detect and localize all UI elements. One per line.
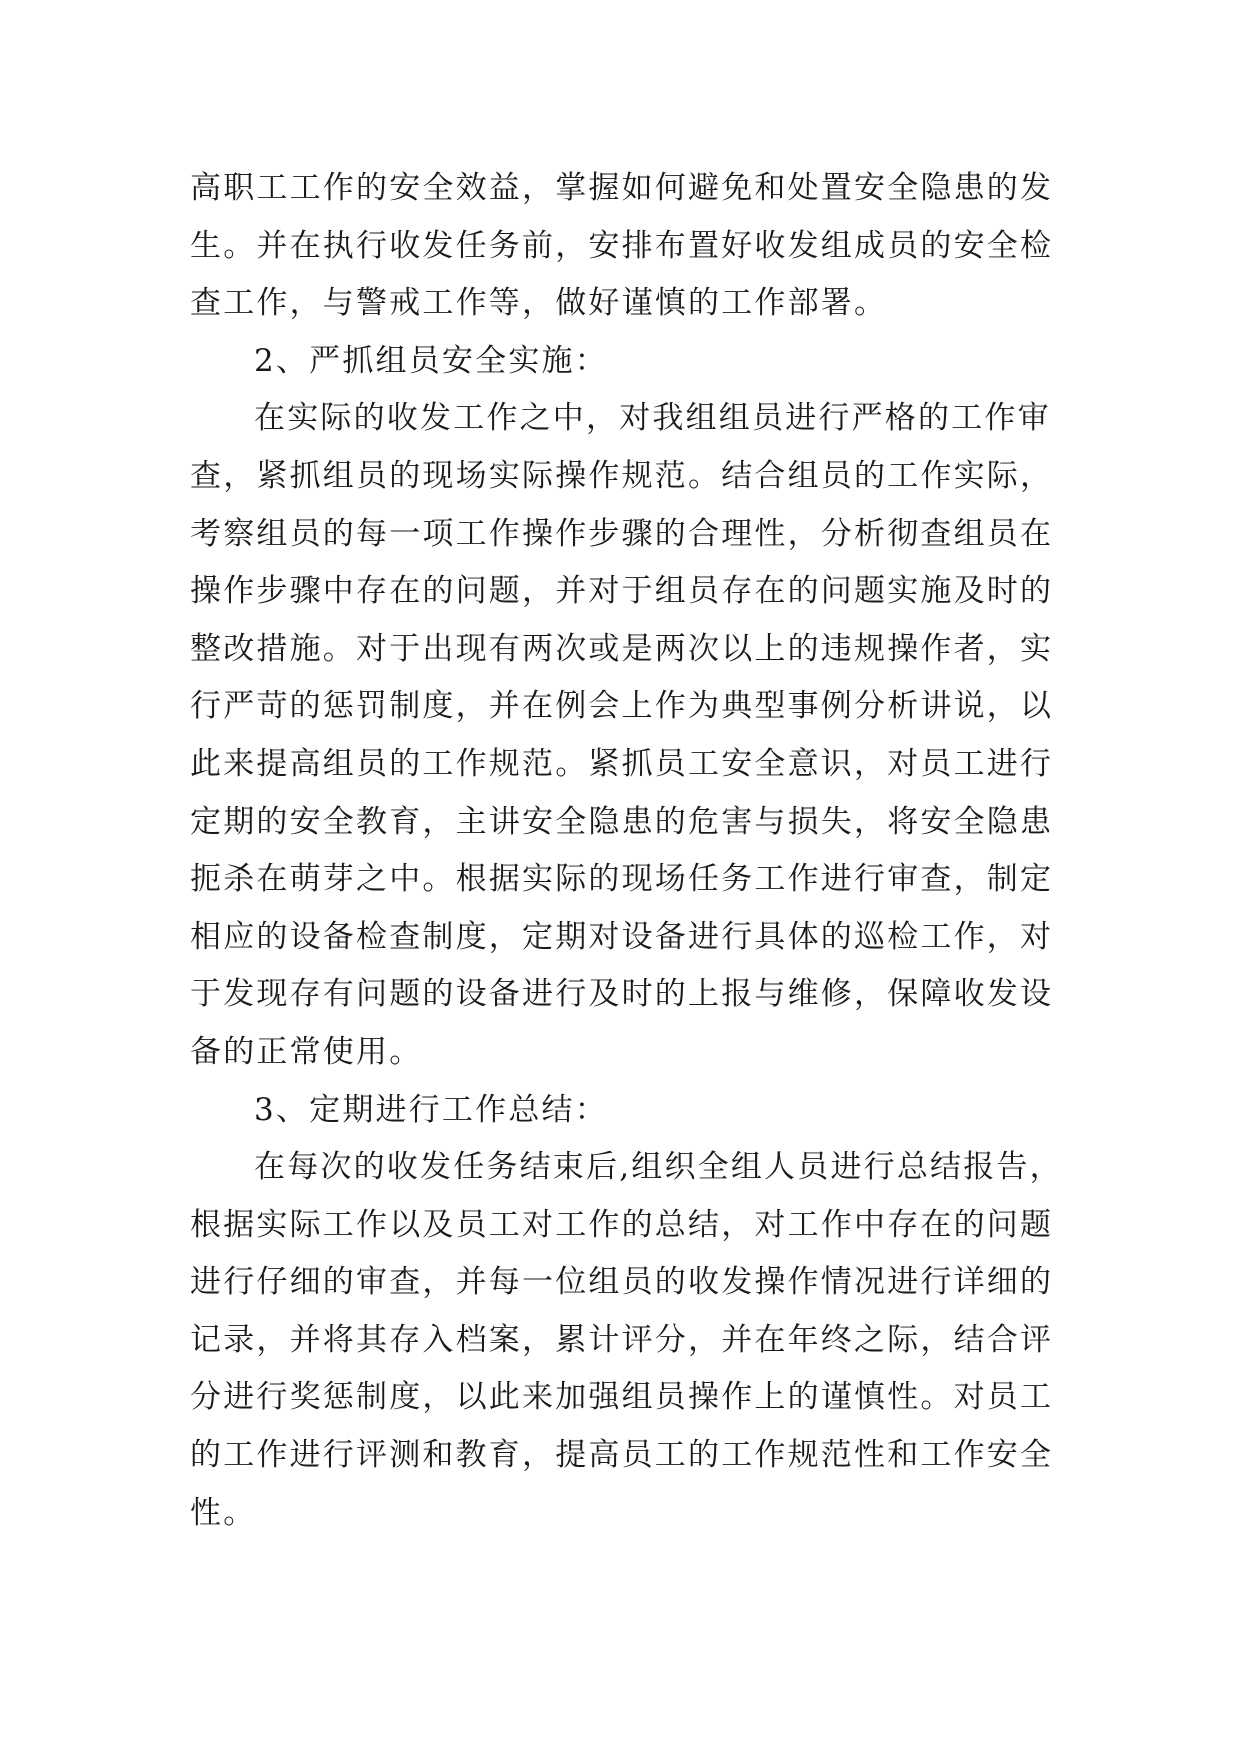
text-line: 查工作，与警戒工作等，做好谨慎的工作部署。	[190, 285, 888, 322]
text-line: 进行仔细的审查，并每一位组员的收发操作情况进行详细的	[190, 1264, 1054, 1301]
paragraph-intro-continued	[190, 160, 1054, 333]
text-line: 高职工工作的安全效益，掌握如何避免和处置安全隐患的发	[190, 170, 1054, 206]
text-line: 根据实际工作以及员工对工作的总结，对工作中存在的问题	[190, 1206, 1054, 1243]
text-line: 分进行奖惩制度，以此来加强组员操作上的谨慎性。对员工	[190, 1379, 1054, 1416]
text-line: 相应的设备检查制度，定期对设备进行具体的巡检工作，对	[190, 918, 1054, 955]
text-line: 生。并在执行收发任务前，安排布置好收发组成员的安全检	[190, 227, 1054, 264]
text-line: 记录，并将其存入档案，累计评分，并在年终之际，结合评	[190, 1321, 1054, 1358]
text-line: 扼杀在萌芽之中。根据实际的现场任务工作进行审查，制定	[190, 861, 1054, 898]
text-line: 的工作进行评测和教育，提高员工的工作规范性和工作安全	[190, 1437, 1054, 1474]
text-line: 性。	[190, 1494, 257, 1531]
text-line: 2、严抓组员安全实施：	[254, 342, 608, 379]
text-line: 备的正常使用。	[190, 1033, 423, 1070]
text-line: 3、定期进行工作总结：	[254, 1091, 608, 1128]
text-line: 操作步骤中存在的问题，并对于组员存在的问题实施及时的	[190, 573, 1054, 610]
heading-2	[190, 333, 1054, 391]
text-line: 考察组员的每一项工作操作步骤的合理性，分析彻查组员在	[190, 515, 1054, 552]
text-line: 在实际的收发工作之中，对我组组员进行严格的工作审	[254, 400, 1051, 437]
text-line: 查，紧抓组员的现场实际操作规范。结合组员的工作实际，	[190, 457, 1054, 494]
text-line: 此来提高组员的工作规范。紧抓员工安全意识，对员工进行	[190, 745, 1054, 782]
text-line: 在每次的收发任务结束后,组织全组人员进行总结报告，	[254, 1149, 1063, 1186]
text-line: 于发现存有问题的设备进行及时的上报与维修，保障收发设	[190, 976, 1054, 1013]
paragraph-2	[190, 390, 1054, 1081]
document-page	[190, 160, 1063, 1542]
heading-3	[190, 1082, 1054, 1140]
paragraph-3	[190, 1139, 1063, 1542]
text-line: 行严苛的惩罚制度，并在例会上作为典型事例分析讲说，以	[190, 688, 1054, 725]
text-line: 定期的安全教育，主讲安全隐患的危害与损失，将安全隐患	[190, 803, 1054, 840]
text-line: 整改措施。对于出现有两次或是两次以上的违规操作者，实	[190, 630, 1054, 667]
